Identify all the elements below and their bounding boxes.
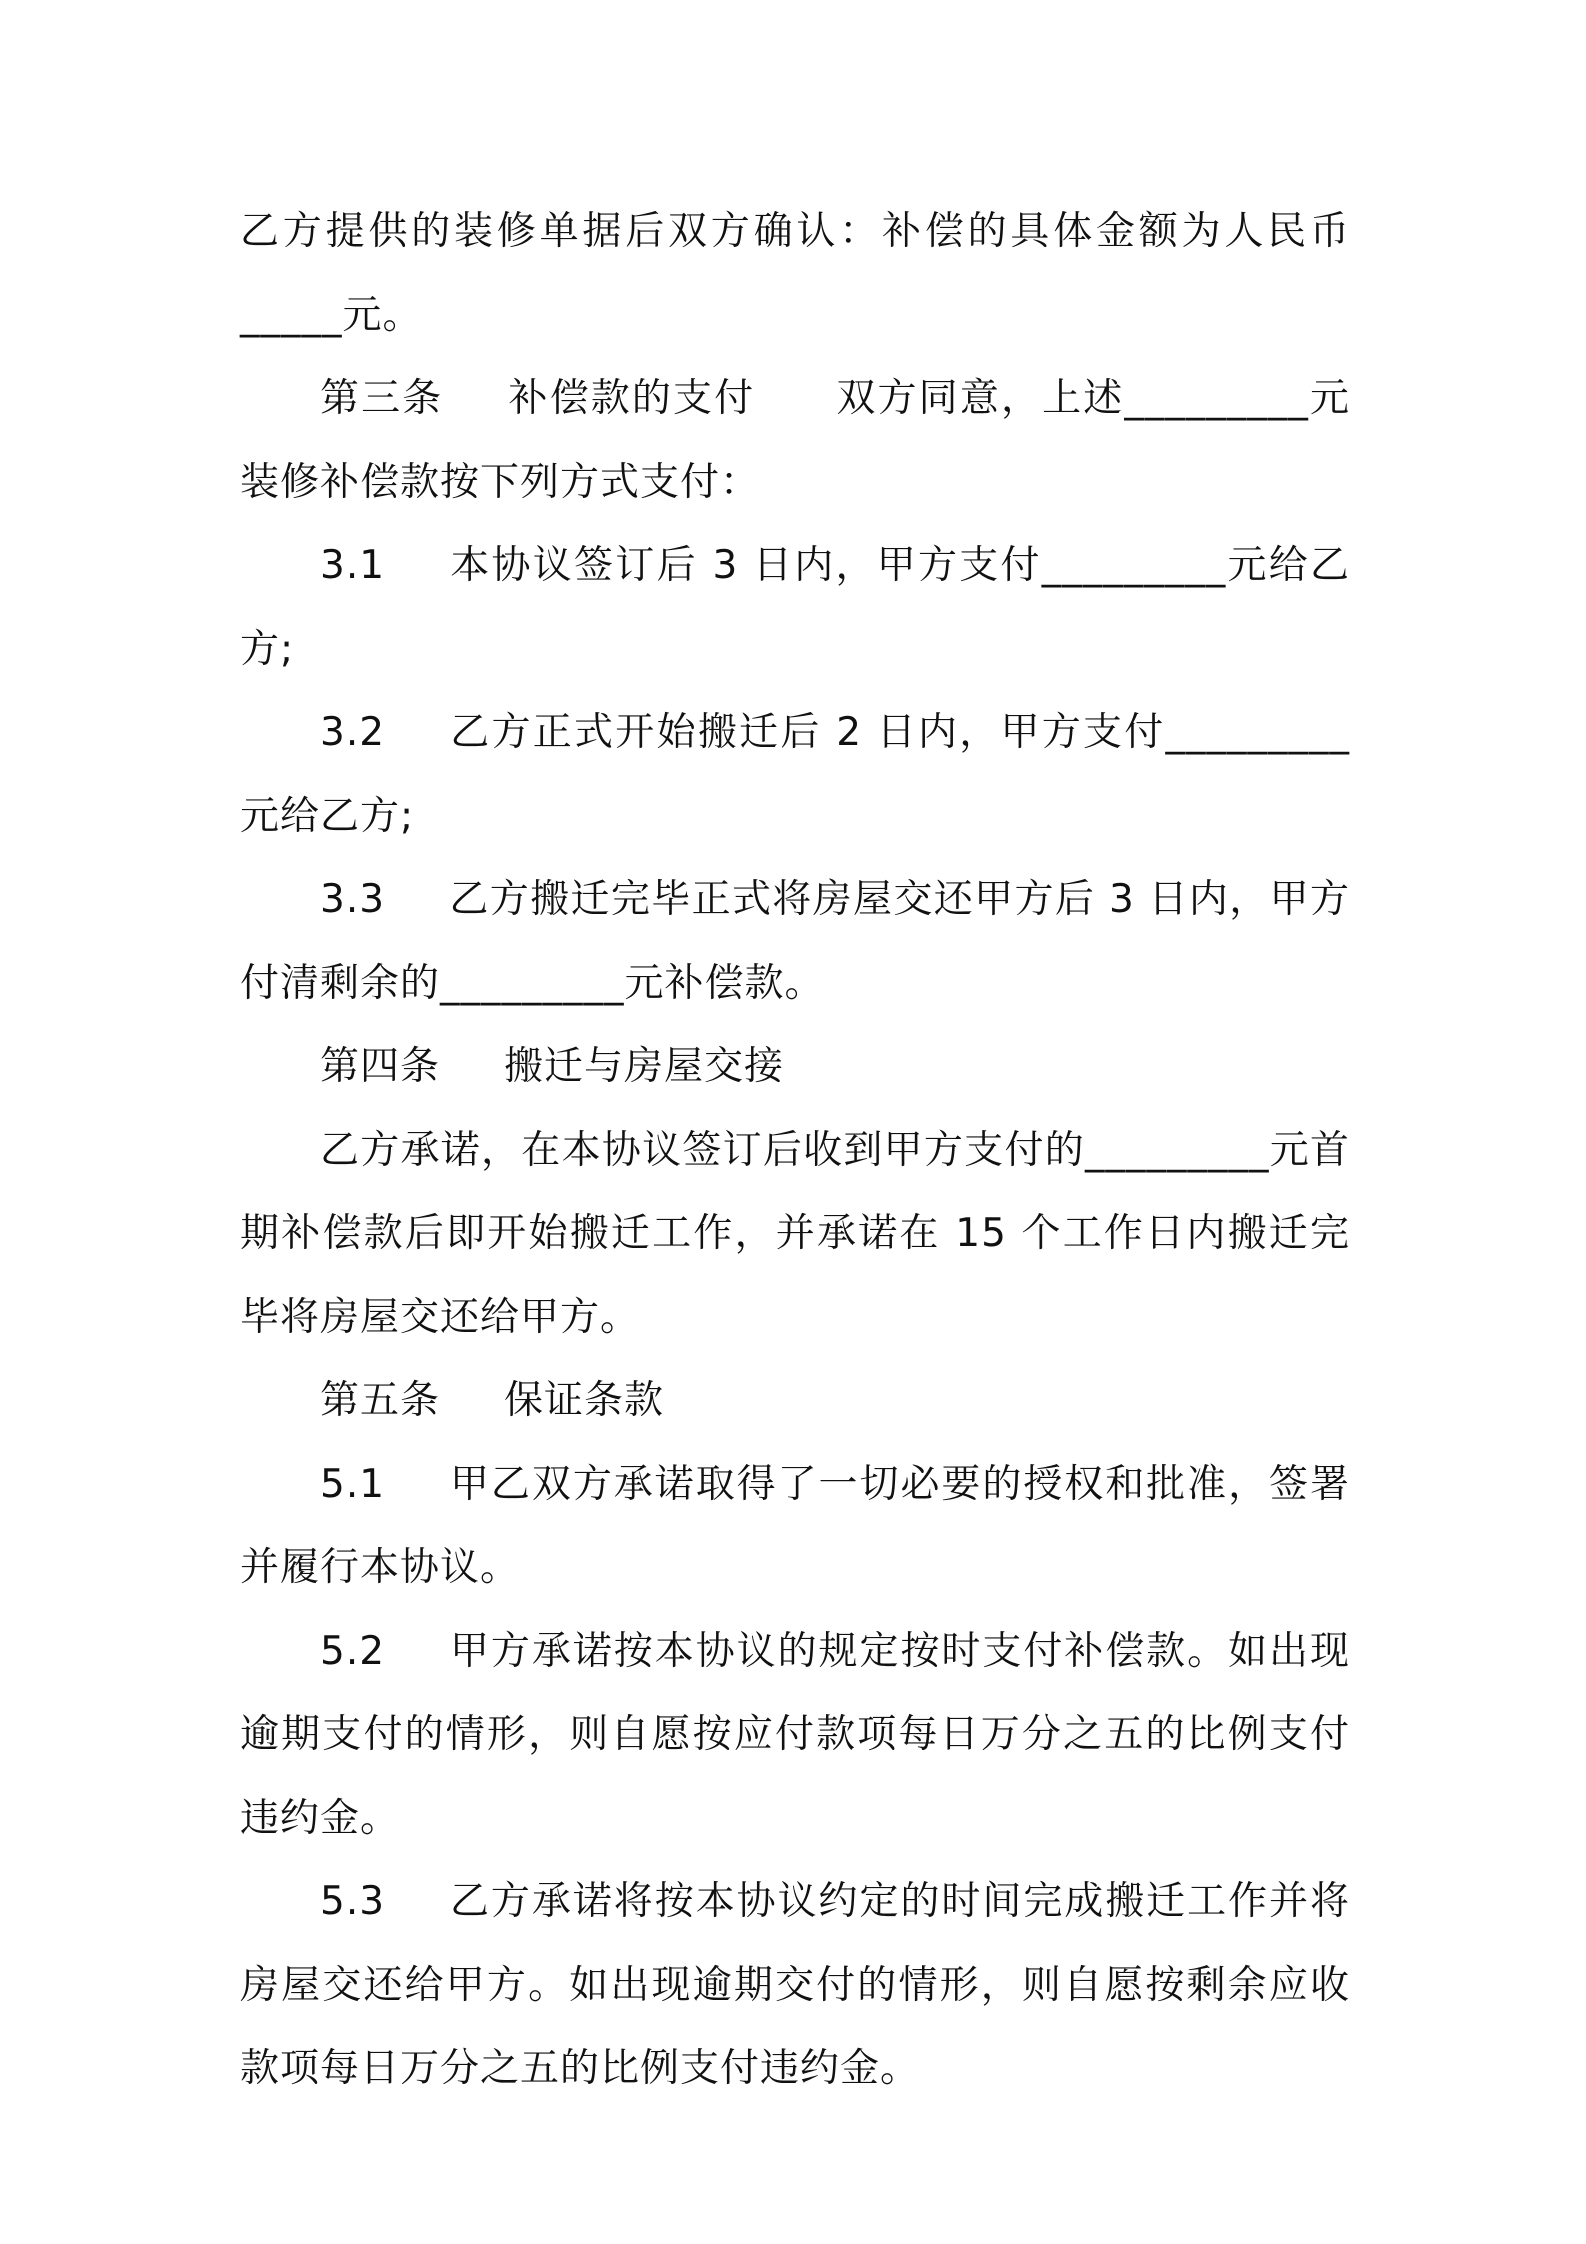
- article-5-heading-line: [240, 1359, 1350, 1443]
- paragraph-text: 乙方提供的装修单据后双方确认：补偿的具体金额为人民币_____元。: [240, 209, 1350, 338]
- clause-text: 甲乙双方承诺取得了一切必要的授权和批准，签署并履行本协议。: [240, 1461, 1350, 1590]
- clause-number: 5.1: [320, 1461, 386, 1507]
- article-4-body: [240, 1109, 1350, 1360]
- clause-5-3: [240, 1860, 1350, 2111]
- clause-text: 乙方正式开始搬迁后 2 日内，甲方支付_________元给乙方;: [240, 710, 1350, 839]
- clause-5-1: [240, 1443, 1350, 1610]
- clause-text: 本协议签订后 3 日内，甲方支付_________元给乙方;: [240, 543, 1350, 672]
- article-4-heading-line: [240, 1025, 1350, 1109]
- clause-number: 3.3: [320, 877, 386, 922]
- clause-text: 乙方搬迁完毕正式将房屋交还甲方后 3 日内，甲方付清剩余的_________元补偿款。: [240, 877, 1350, 1006]
- clause-text: 甲方承诺按本协议的规定按时支付补偿款。如出现逾期支付的情形，则自愿按应付款项每日万分之五的比例支付违约金。: [240, 1628, 1350, 1841]
- article-4-title: 搬迁与房屋交接: [504, 1044, 785, 1089]
- clause-number: 5.2: [320, 1628, 386, 1674]
- article-3-body: 双方同意，上述_________元装修补偿款按下列方式支付：: [240, 376, 1350, 505]
- article-3-title: 补偿款的支付: [507, 376, 756, 421]
- clause-5-2: [240, 1610, 1350, 1861]
- clause-number: 3.2: [320, 710, 386, 755]
- clause-3-1: [240, 524, 1350, 691]
- document-body: [240, 190, 1350, 2111]
- article-4-heading: 第四条: [320, 1044, 441, 1089]
- clause-3-2: [240, 691, 1350, 858]
- paragraph-compensation-amount: [240, 190, 1350, 357]
- paragraph-text: 乙方承诺，在本协议签订后收到甲方支付的_________元首期补偿款后即开始搬迁工作，并承诺在 15 个工作日内搬迁完毕将房屋交还给甲方。: [240, 1127, 1350, 1340]
- clause-number: 5.3: [320, 1879, 386, 1924]
- article-5-title: 保证条款: [504, 1378, 665, 1423]
- clause-number: 3.1: [320, 543, 386, 588]
- article-3-heading: 第三条: [320, 376, 444, 421]
- article-5-heading: 第五条: [320, 1378, 441, 1423]
- clause-text: 乙方承诺将按本协议约定的时间完成搬迁工作并将房屋交还给甲方。如出现逾期交付的情形，则自愿按剩余应收款项每日万分之五的比例支付违约金。: [240, 1879, 1350, 2091]
- clause-3-3: [240, 858, 1350, 1025]
- article-3-payment: [240, 357, 1350, 524]
